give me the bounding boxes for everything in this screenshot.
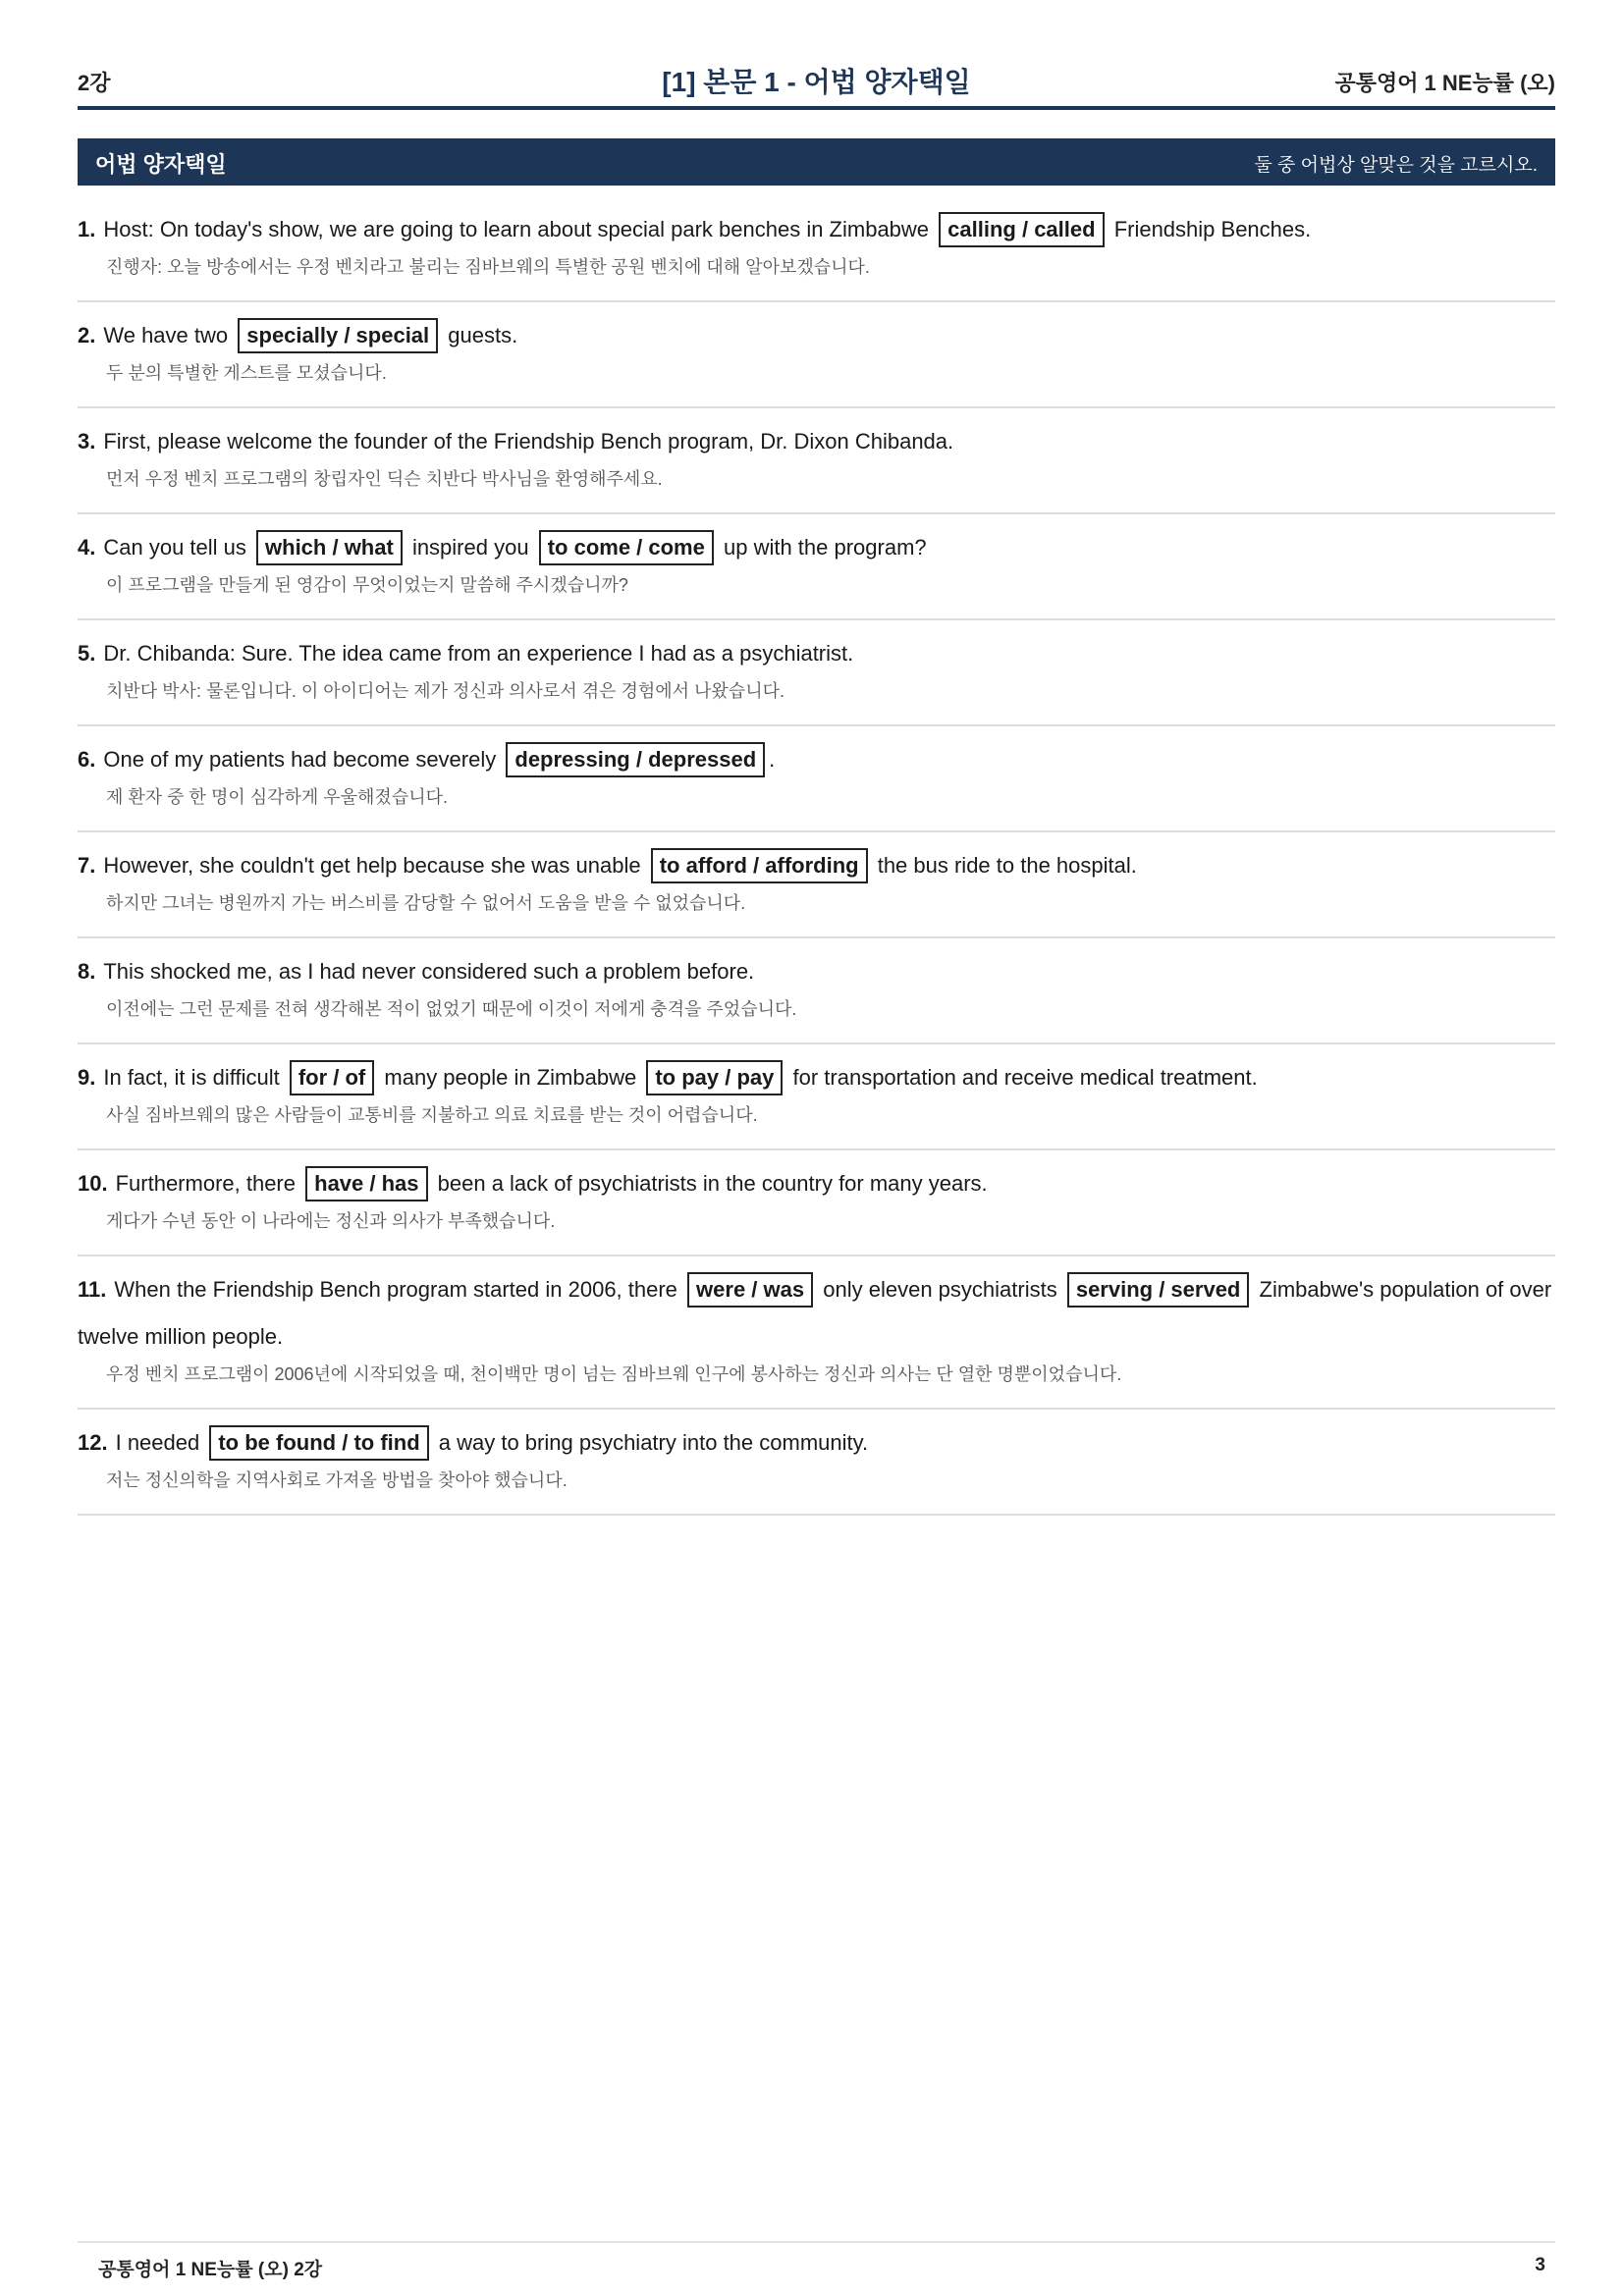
footer-book-label: 공통영어 1 NE능률 (오) 2강	[98, 2260, 323, 2280]
korean-translation: 저는 정신의학을 지역사회로 가져올 방법을 찾아야 했습니다.	[106, 1470, 568, 1490]
choice-box[interactable]: specially / special	[238, 318, 438, 353]
choice-box[interactable]: have / has	[305, 1166, 427, 1201]
sentence-text: This shocked me, as I had never considered such a problem before.	[103, 959, 755, 984]
question-item	[78, 620, 1555, 726]
sentence-text: .	[769, 747, 776, 772]
footer-divider	[78, 2241, 1555, 2243]
section-banner	[78, 138, 1555, 186]
question-list	[78, 196, 1555, 1516]
sentence-text: up with the program?	[723, 535, 927, 560]
question-sentence	[78, 630, 1555, 677]
sentence-text: guests.	[448, 323, 518, 347]
question-number: 3.	[78, 429, 96, 454]
book-label: 공통영어 1 NE능률 (오)	[1334, 71, 1555, 95]
question-number: 10.	[78, 1171, 108, 1196]
sentence-text: Dr. Chibanda: Sure. The idea came from an experience I had as a psychiatrist.	[103, 641, 854, 666]
question-sentence	[78, 1160, 1555, 1207]
korean-translation: 먼저 우정 벤치 프로그램의 창립자인 딕슨 치반다 박사님을 환영해주세요.	[106, 469, 663, 489]
sentence-text: One of my patients had become severely	[103, 747, 497, 772]
sentence-text: for transportation and receive medical treatment.	[792, 1065, 1258, 1090]
question-number: 12.	[78, 1430, 108, 1455]
question-number: 4.	[78, 535, 96, 560]
question-sentence	[78, 1266, 1555, 1361]
question-sentence	[78, 948, 1555, 995]
korean-translation: 하지만 그녀는 병원까지 가는 버스비를 감당할 수 없어서 도움을 받을 수 없었습니다.	[106, 893, 746, 913]
section-title: 어법 양자택일	[95, 152, 227, 177]
question-item	[78, 832, 1555, 938]
choice-box[interactable]: depressing / depressed	[506, 742, 765, 777]
question-sentence	[78, 736, 1555, 783]
korean-translation: 사실 짐바브웨의 많은 사람들이 교통비를 지불하고 의료 치료를 받는 것이 어렵습니다.	[106, 1105, 758, 1125]
question-item	[78, 938, 1555, 1044]
section-instruction: 둘 중 어법상 알맞은 것을 고르시오.	[1254, 155, 1538, 176]
korean-translation: 두 분의 특별한 게스트를 모셨습니다.	[106, 363, 387, 383]
page-number: 3	[1535, 2255, 1545, 2275]
sentence-text: I needed	[115, 1430, 200, 1455]
korean-translation: 이 프로그램을 만들게 된 영감이 무엇이었는지 말씀해 주시겠습니까?	[106, 575, 628, 595]
choice-box[interactable]: serving / served	[1067, 1272, 1250, 1308]
question-number: 9.	[78, 1065, 96, 1090]
question-item	[78, 1044, 1555, 1150]
sentence-text: Friendship Benches.	[1113, 217, 1312, 241]
question-number: 1.	[78, 217, 96, 241]
question-item	[78, 1150, 1555, 1256]
sentence-text: only eleven psychiatrists	[823, 1277, 1057, 1302]
korean-translation: 진행자: 오늘 방송에서는 우정 벤치라고 불리는 짐바브웨의 특별한 공원 벤치에 대해 알아보겠습니다.	[106, 257, 870, 277]
question-number: 8.	[78, 959, 96, 984]
question-item	[78, 726, 1555, 832]
question-item	[78, 302, 1555, 408]
question-item	[78, 408, 1555, 514]
question-item	[78, 514, 1555, 620]
sentence-text: In fact, it is difficult	[103, 1065, 280, 1090]
question-item	[78, 1410, 1555, 1516]
question-number: 5.	[78, 641, 96, 666]
choice-box[interactable]: were / was	[687, 1272, 813, 1308]
sentence-text: many people in Zimbabwe	[384, 1065, 637, 1090]
question-sentence	[78, 312, 1555, 359]
korean-translation: 이전에는 그런 문제를 전혀 생각해본 적이 없었기 때문에 이것이 저에게 충격을 주었습니다.	[106, 999, 797, 1019]
question-sentence	[78, 418, 1555, 465]
choice-box[interactable]: to come / come	[539, 530, 714, 565]
question-item	[78, 196, 1555, 302]
choice-box[interactable]: for / of	[290, 1060, 374, 1095]
korean-translation: 우정 벤치 프로그램이 2006년에 시작되었을 때, 천이백만 명이 넘는 짐바브웨 인구에 봉사하는 정신과 의사는 단 열한 명뿐이었습니다.	[106, 1364, 1122, 1384]
question-number: 6.	[78, 747, 96, 772]
sentence-text: Host: On today's show, we are going to learn about special park benches in Zimbabwe	[103, 217, 930, 241]
question-item	[78, 1256, 1555, 1410]
korean-translation: 게다가 수년 동안 이 나라에는 정신과 의사가 부족했습니다.	[106, 1211, 556, 1231]
question-sentence	[78, 1419, 1555, 1467]
sentence-text: Furthermore, there	[115, 1171, 296, 1196]
korean-translation: 치반다 박사: 물론입니다. 이 아이디어는 제가 정신과 의사로서 겪은 경험에서 나왔습니다.	[106, 681, 784, 701]
lesson-label: 2강	[78, 71, 111, 95]
korean-translation: 제 환자 중 한 명이 심각하게 우울해졌습니다.	[106, 787, 448, 807]
sentence-text: When the Friendship Bench program started in 2006, there	[114, 1277, 677, 1302]
question-number: 7.	[78, 853, 96, 878]
sentence-text: First, please welcome the founder of the Friendship Bench program, Dr. Dixon Chibanda.	[103, 429, 954, 454]
question-number: 2.	[78, 323, 96, 347]
sentence-text: Can you tell us	[103, 535, 246, 560]
sentence-text: We have two	[103, 323, 229, 347]
question-sentence	[78, 842, 1555, 889]
question-number: 11.	[78, 1277, 107, 1302]
sentence-text: However, she couldn't get help because she was unable	[103, 853, 641, 878]
choice-box[interactable]: to be found / to find	[209, 1425, 428, 1461]
page-title: [1] 본문 1 - 어법 양자택일	[662, 67, 971, 97]
sentence-text: Zimbabwe's population of over twelve million people.	[78, 1277, 1552, 1349]
choice-box[interactable]: which / what	[256, 530, 403, 565]
sentence-text: a way to bring psychiatry into the community.	[438, 1430, 869, 1455]
page-header	[78, 59, 1555, 110]
question-sentence	[78, 524, 1555, 571]
choice-box[interactable]: to pay / pay	[646, 1060, 783, 1095]
question-sentence	[78, 206, 1555, 253]
sentence-text: been a lack of psychiatrists in the country for many years.	[437, 1171, 988, 1196]
question-sentence	[78, 1054, 1555, 1101]
sentence-text: the bus ride to the hospital.	[877, 853, 1137, 878]
choice-box[interactable]: to afford / affording	[651, 848, 868, 883]
choice-box[interactable]: calling / called	[939, 212, 1104, 247]
sentence-text: inspired you	[411, 535, 529, 560]
